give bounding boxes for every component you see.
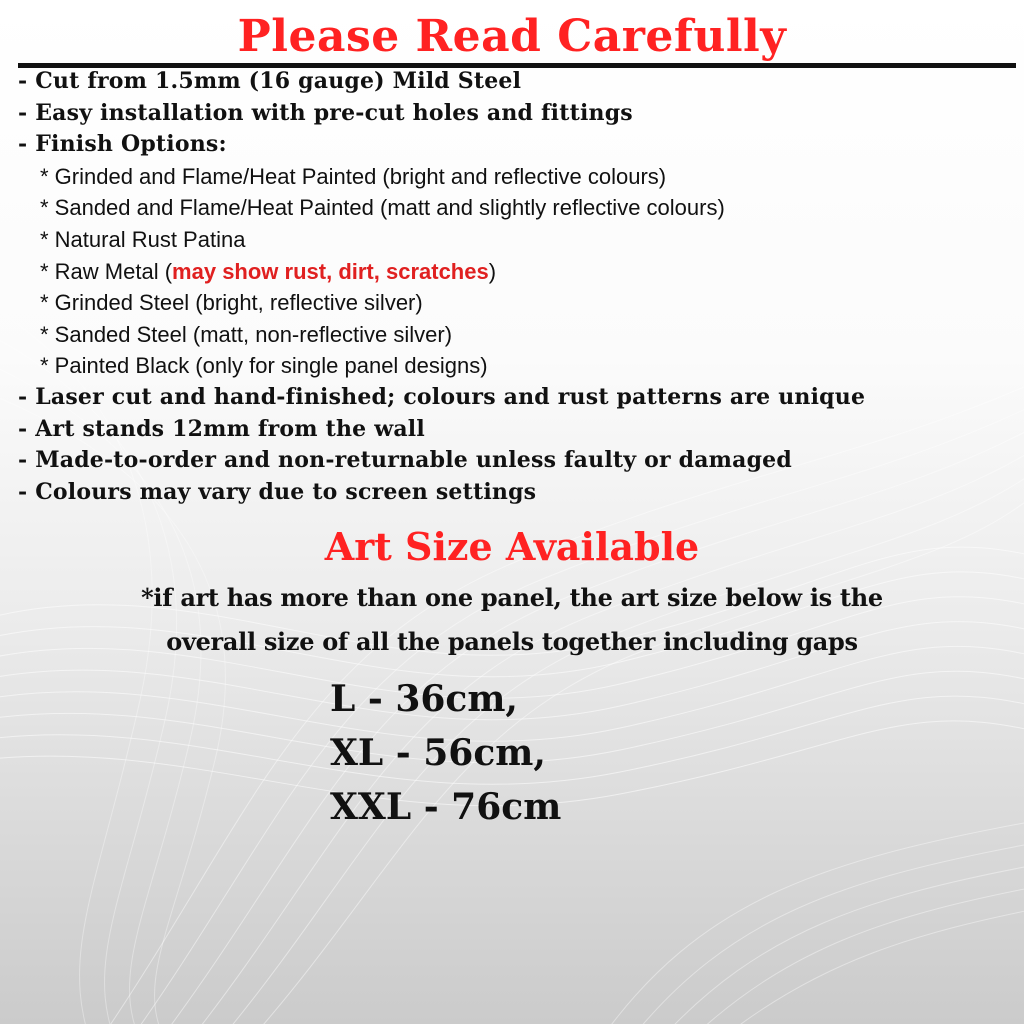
size-list [330,672,730,834]
list-item-text: * Grinded Steel (bright, reflective silver) [40,290,423,316]
list-item [18,445,1018,477]
page-title: Please Read Carefully [237,11,787,62]
list-item-text: - Made-to-order and non-returnable unless faulty or damaged [18,447,792,474]
size-note-line: overall size of all the panels together including gaps [166,627,858,656]
list-item-text-after: ) [488,258,497,284]
finish-option-item [18,192,1018,224]
size-note [0,576,1024,664]
list-item-text: - Finish Options: [18,131,227,158]
finish-option-item [18,319,1018,351]
list-item-text: - Laser cut and hand-finished; colours and rust patterns are unique [18,383,866,410]
list-item-text: * Sanded Steel (matt, non-reflective silver) [40,321,453,347]
product-details-list [18,66,1018,508]
list-item-text: - Easy installation with pre-cut holes and fittings [18,99,633,126]
list-item [18,382,1018,414]
finish-option-item [18,224,1018,256]
finish-option-item [18,287,1018,319]
list-item-text: * Painted Black (only for single panel designs) [40,353,488,379]
list-item [18,477,1018,509]
list-item [18,414,1018,446]
size-option-l: L - 36cm, [330,678,518,720]
list-item-text: - Art stands 12mm from the wall [18,415,425,442]
size-option-xxl: XXL - 76cm [330,786,562,828]
list-item [18,98,1018,130]
list-item-text: * Sanded and Flame/Heat Painted (matt and slightly reflective colours) [40,195,725,221]
list-item [18,66,1018,98]
size-note-line: *if art has more than one panel, the art size below is the [141,583,883,612]
finish-option-item [18,350,1018,382]
list-item-text: * Grinded and Flame/Heat Painted (bright and reflective colours) [40,163,667,189]
list-item [18,129,1018,161]
raw-metal-warning: may show rust, dirt, scratches [172,258,489,284]
list-item-text: - Colours may vary due to screen settings [18,478,537,505]
finish-option-item [18,256,1018,288]
list-item-text: - Cut from 1.5mm (16 gauge) Mild Steel [18,68,522,94]
size-option-xl: XL - 56cm, [330,732,546,774]
size-section-heading: Art Size Available [324,524,700,569]
finish-option-item [18,161,1018,193]
list-item-text: * Raw Metal ( [40,258,173,284]
list-item-text: * Natural Rust Patina [40,226,246,252]
